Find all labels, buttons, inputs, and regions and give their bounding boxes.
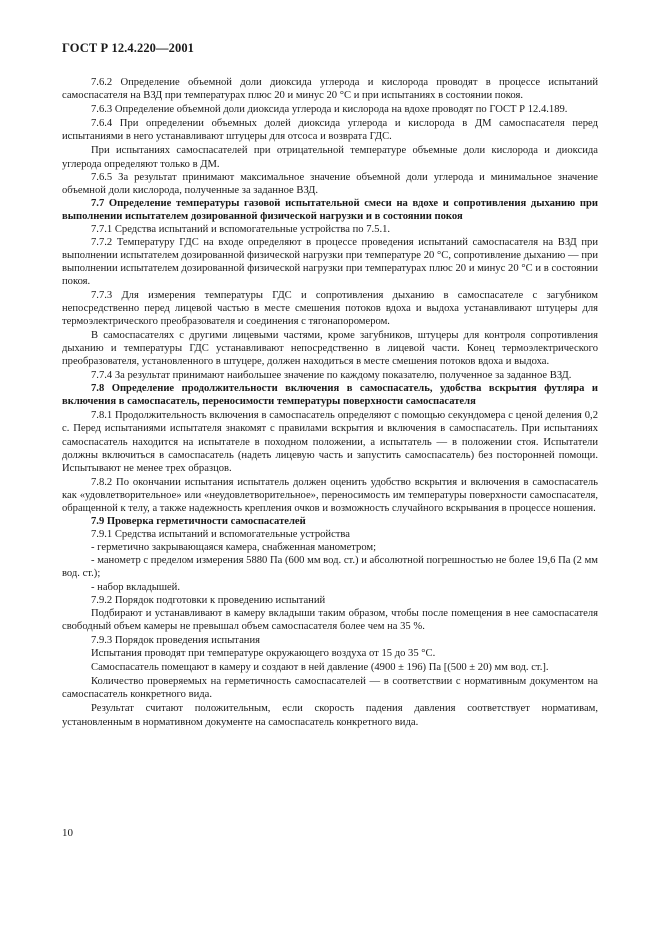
paragraph-7-8-1: 7.8.1 Продолжительность включения в самоспасатель определяют с помощью секундомера с ценой деления 0,2 с. Перед испытаниями испытателя знакомят с правилами вскрытия и включения в самоспасатель. При испытаниях самоспасатель находится на испытателе в походном положении, а испытатель — в положении стоя. Испытатели должны включиться в самоспасатель (надеть лицевую часть и запустить самоспасатель) без посторонней помощи. Испытывают не менее трех образцов.	[62, 410, 598, 474]
paragraph-7-6-4: 7.6.4 При определении объемных долей диоксида углерода и кислорода в ДМ самоспасателя перед испытаниями в него устанавливают штуцеры для отсоса и возврата ГДС.	[62, 118, 598, 143]
list-item-manometer: - манометр с пределом измерения 5880 Па (600 мм вод. ст.) и абсолютной погрешностью не более 19,6 Па (2 мм вод. ст.);	[62, 555, 598, 580]
paragraph-7-7-4: 7.7.4 За результат принимают наибольшее значение по каждому показателю, полученное за заданное ВЗД.	[91, 370, 572, 382]
paragraph-pressure: Самоспасатель помещают в камеру и создают в ней давление (4900 ± 196) Па [(500 ± 20) мм вод. ст.].	[91, 662, 549, 674]
paragraph-other-face-parts: В самоспасателях с другими лицевыми частями, кроме загубников, штуцеры для контроля сопротивления дыханию и температуры ГДС устанавливают непосредственно в лицевой части. Конец термоэлектрического преобразователя, установленного в штуцере, должен находиться в месте смешения потоков вдоха и выдоха.	[62, 329, 598, 367]
paragraph-quantity: Количество проверяемых на герметичность самоспасателей — в соответствии с нормативным документом на самоспасатель конкретного вида.	[62, 676, 598, 701]
paragraph-7-7-2: 7.7.2 Температуру ГДС на входе определяют в процессе проведения испытаний самоспасателя на ВЗД при выполнении испытателем дозированной физической нагрузки при температуре 20 °С, сопротивление дыханию — при выполнении испытателем дозированной физической нагрузки при температурах плюс 20 и минус 20 °С и в состоянии покоя.	[62, 237, 598, 288]
list-item-chamber: - герметично закрывающаяся камера, снабженная манометром;	[91, 542, 377, 554]
paragraph-7-9-3: 7.9.3 Порядок проведения испытания	[91, 634, 260, 646]
paragraph-7-6-2: 7.6.2 Определение объемной доли диоксида углерода и кислорода проводят в процессе испытаний самоспасателя на ВЗД при температурах плюс 20 и минус 20 °С и при испытаниях в состоянии покоя.	[62, 77, 598, 102]
paragraph-7-9-1: 7.9.1 Средства испытаний и вспомогательные устройства	[91, 529, 350, 541]
paragraph-7-7-3: 7.7.3 Для измерения температуры ГДС и сопротивления дыханию в самоспасателе с загубником непосредственно перед лицевой частью в месте смешения потоков вдоха и выдоха устанавливают штуцеры для термоэлектрического преобразователя и соединения с тягонапоромером.	[62, 289, 598, 327]
paragraph-7-7-1: 7.7.1 Средства испытаний и вспомогательные устройства по 7.5.1.	[91, 224, 391, 236]
section-heading-7-8: 7.8 Определение продолжительности включения в самоспасатель, удобства вскрытия футляра и включения в самоспасатель, переносимости температуры поверхности самоспасателя	[62, 383, 598, 408]
paragraph-negative-temp: При испытаниях самоспасателей при отрицательной температуре объемные доли кислорода и диоксида углерода определяют только в ДМ.	[62, 145, 598, 170]
paragraph-7-6-5: 7.6.5 За результат принимают максимальное значение объемной доли углерода и минимальное значение объемной доли кислорода, полученные за заданное ВЗД.	[62, 171, 598, 196]
document-body	[62, 76, 598, 729]
paragraph-test-temperature: Испытания проводят при температуре окружающего воздуха от 15 до 35 °С.	[91, 648, 436, 660]
section-heading-7-7: 7.7 Определение температуры газовой испытательной смеси на вдохе и сопротивления дыханию при выполнении испытателем дозированной физической нагрузки и в состоянии покоя	[62, 197, 598, 222]
paragraph-result: Результат считают положительным, если скорость падения давления соответствует нормативам, установленным в нормативном документе на самоспасатель конкретного вида.	[62, 703, 598, 728]
list-item-inserts: - набор вкладышей.	[91, 581, 181, 593]
section-heading-7-9: 7.9 Проверка герметичности самоспасателей	[91, 516, 306, 528]
page-number: 10	[62, 827, 73, 839]
paragraph-7-9-2: 7.9.2 Порядок подготовки к проведению испытаний	[91, 594, 326, 606]
paragraph-7-6-3: 7.6.3 Определение объемной доли диоксида углерода и кислорода на вдохе проводят по ГОСТ Р 12.4.189.	[91, 104, 568, 116]
paragraph-insert-selection: Подбирают и устанавливают в камеру вкладыши таким образом, чтобы после помещения в нее самоспасателя свободный объем камеры не превышал объем самоспасателя более чем на 35 %.	[62, 607, 598, 632]
document-header: ГОСТ Р 12.4.220—2001	[62, 41, 195, 55]
paragraph-7-8-2: 7.8.2 По окончании испытания испытатель должен оценить удобство вскрытия и включения в самоспасатель как «удовлетворительное» или «неудовлетворительное», переносимость им температуры поверхности самоспасателя, обращенной к телу, а также надежность крепления очков и возможность случайного вскрывания в процессе ношения.	[62, 476, 598, 514]
